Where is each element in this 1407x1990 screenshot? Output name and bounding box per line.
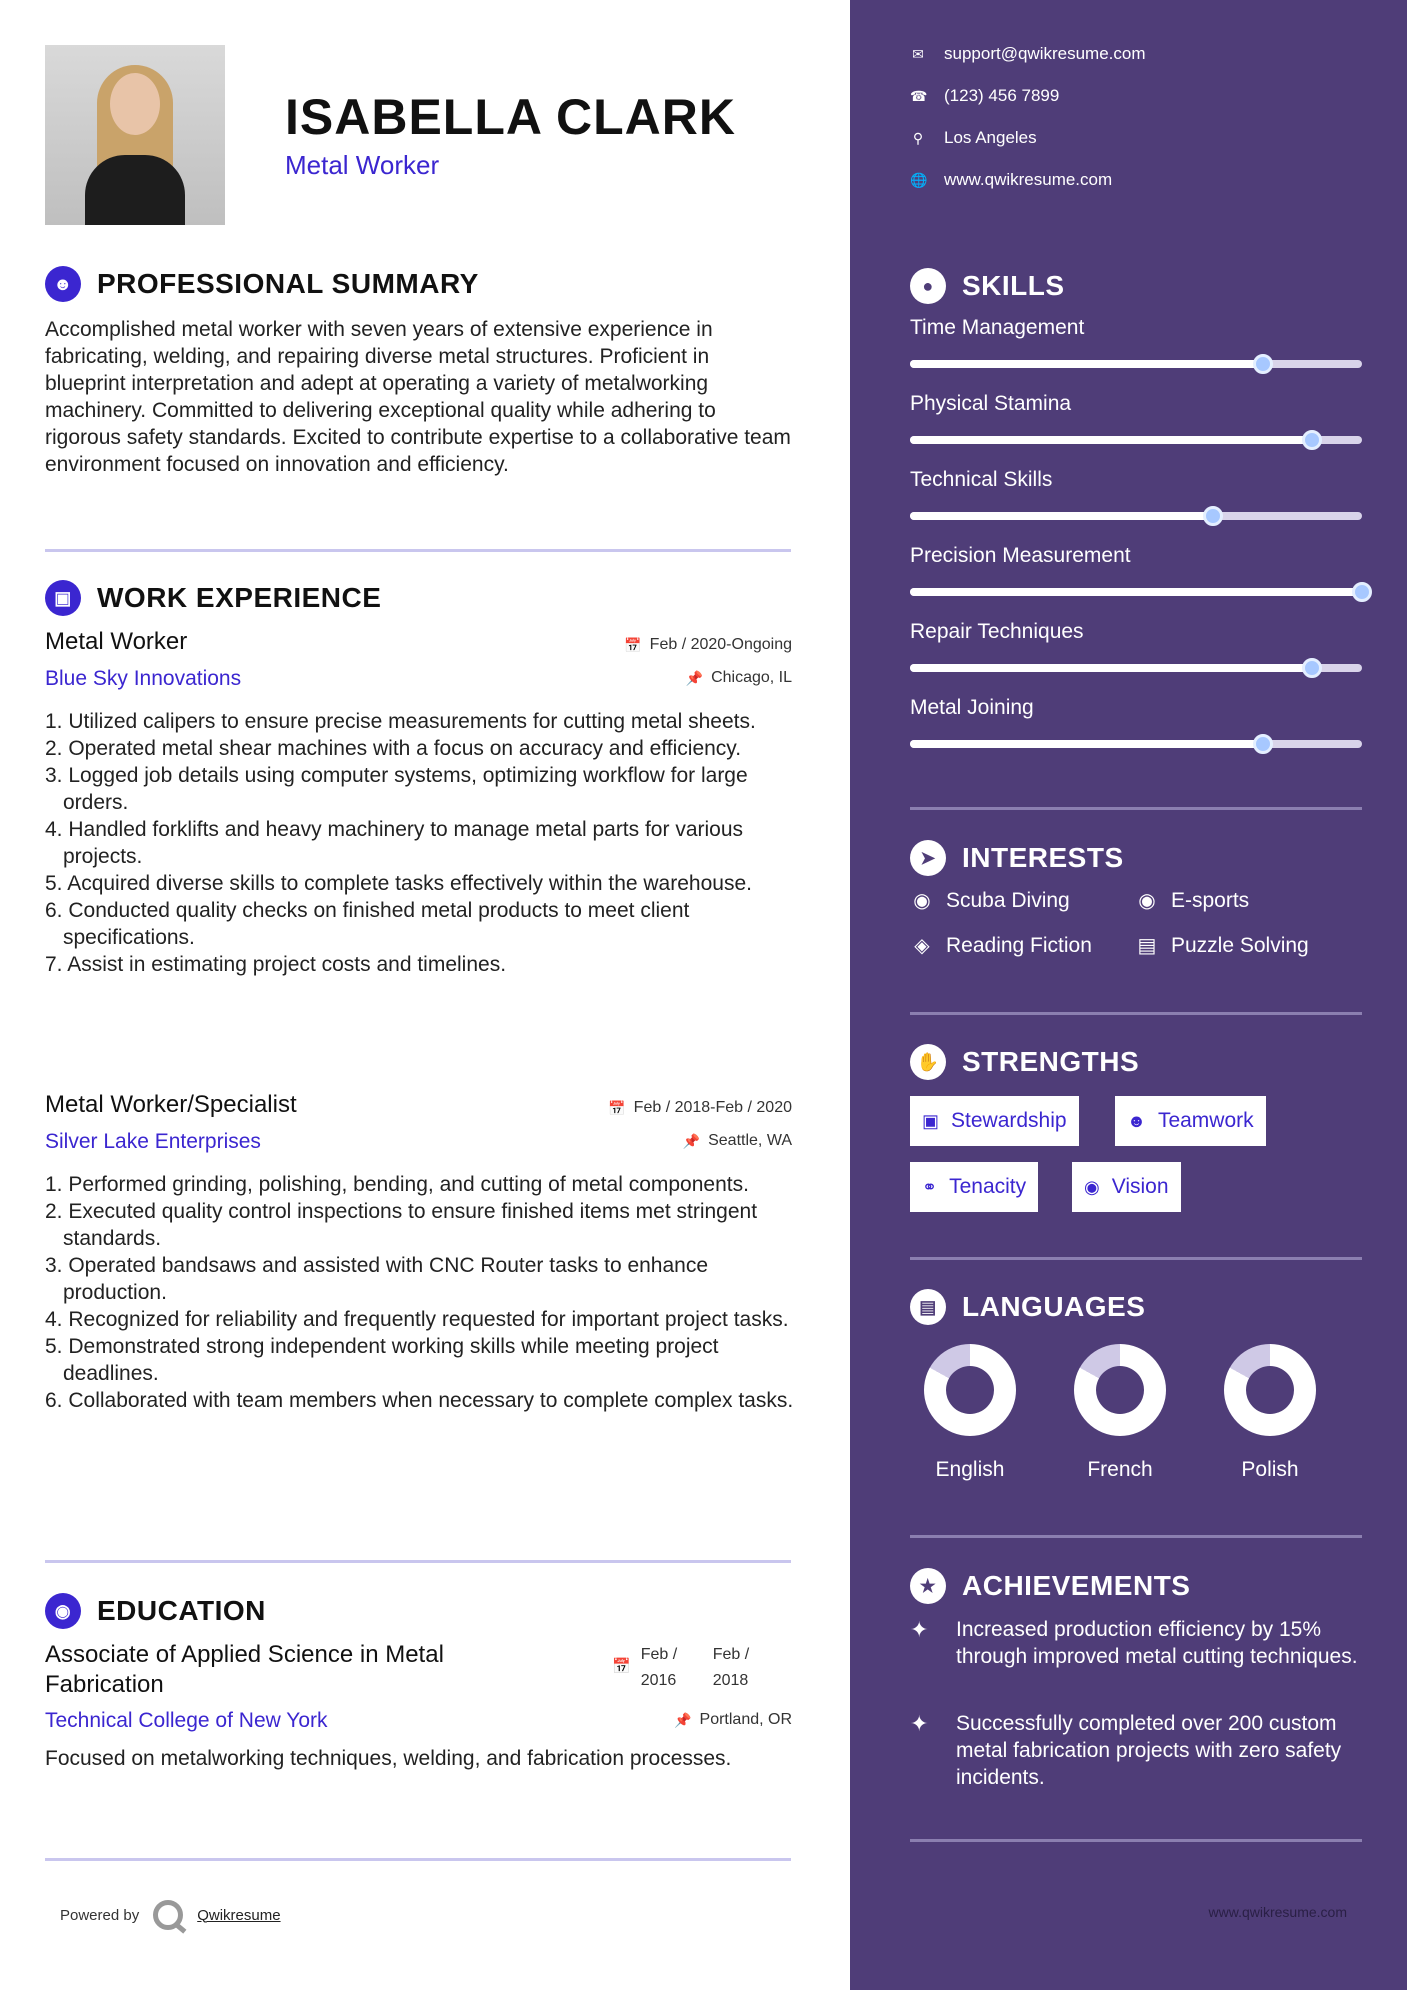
skill-bar xyxy=(910,664,1362,672)
list-item: 3. Logged job details using computer systems, optimizing workflow for large orders. xyxy=(45,764,748,814)
phone-icon: ☎ xyxy=(910,87,928,104)
pin-icon: 📌 xyxy=(682,1132,701,1149)
skill-bar-knob xyxy=(1253,354,1273,374)
job-location-text: Seattle, WA xyxy=(708,1132,792,1149)
interests-heading xyxy=(910,840,1124,876)
skill-name: Physical Stamina xyxy=(910,392,1072,415)
divider xyxy=(910,1535,1362,1538)
list-item: 4. Handled forklifts and heavy machinery to manage metal parts for various projects. xyxy=(45,818,744,868)
stars-icon: ✦ xyxy=(910,1711,929,1736)
life-ring-icon: ◉ xyxy=(1138,890,1156,912)
strength-label: Teamwork xyxy=(1157,1109,1254,1132)
strength-chip xyxy=(910,1096,1079,1146)
skill-name: Metal Joining xyxy=(910,696,1034,719)
language-item xyxy=(910,1344,1030,1482)
strength-chip xyxy=(1115,1096,1266,1146)
achievements-heading-text: ACHIEVEMENTS xyxy=(962,1570,1191,1601)
interest-label: Reading Fiction xyxy=(946,933,1092,957)
skill-bar xyxy=(910,512,1362,520)
candidate-name: ISABELLA CLARK xyxy=(285,89,737,145)
skill-bar-knob xyxy=(1302,430,1322,450)
job-dates xyxy=(624,636,792,654)
list-item: 6. Collaborated with team members when necessary to complete complex tasks. xyxy=(45,1389,794,1412)
skill-bar-fill xyxy=(910,360,1263,368)
experience-heading xyxy=(45,580,381,616)
list-item: 5. Acquired diverse skills to complete tasks effectively within the warehouse. xyxy=(45,872,752,895)
strength-label: Stewardship xyxy=(951,1109,1067,1132)
user-icon: ☻ xyxy=(45,266,81,302)
skill-bar xyxy=(910,740,1362,748)
skill-bar-fill xyxy=(910,436,1312,444)
language-level-ring xyxy=(1074,1344,1166,1436)
interest-item xyxy=(910,933,1092,958)
calendar-icon: 📅 xyxy=(608,1099,626,1116)
globe-icon: 🌐 xyxy=(910,171,928,188)
skill-bar-fill xyxy=(910,588,1362,596)
calendar-icon: 📅 xyxy=(612,1658,631,1675)
candidate-title: Metal Worker xyxy=(285,150,440,180)
strengths-heading xyxy=(910,1044,1139,1080)
skills-heading xyxy=(910,268,1065,304)
skill-bar-fill xyxy=(910,664,1312,672)
powered-by xyxy=(60,1900,281,1930)
job-bullets xyxy=(45,1171,797,1414)
binoculars-icon: ◉ xyxy=(1084,1176,1100,1197)
job-dates xyxy=(608,1099,792,1117)
summary-heading-text: PROFESSIONAL SUMMARY xyxy=(97,268,479,299)
interest-item xyxy=(1135,933,1309,958)
list-item: 4. Recognized for reliability and frequently requested for important project tasks. xyxy=(45,1308,789,1331)
education-description: Focused on metalworking techniques, welding, and fabrication processes. xyxy=(45,1747,732,1770)
language-name: French xyxy=(1087,1458,1153,1481)
envelope-icon: ✉ xyxy=(912,45,924,62)
divider xyxy=(45,549,791,552)
language-level-ring xyxy=(1224,1344,1316,1436)
skill-bar-knob xyxy=(1352,582,1372,602)
sidebar xyxy=(850,0,1407,1990)
language-level-ring xyxy=(924,1344,1016,1436)
education-end: Feb / 2018 xyxy=(712,1646,750,1689)
footer-site[interactable]: www.qwikresume.com xyxy=(1208,1904,1347,1920)
job-title: Metal Worker xyxy=(45,628,188,655)
language-name: Polish xyxy=(1241,1458,1299,1481)
job-location-text: Chicago, IL xyxy=(711,669,792,686)
paper-plane-icon: ➤ xyxy=(910,840,946,876)
briefcase-chair-icon: ▣ xyxy=(45,580,81,616)
divider xyxy=(910,807,1362,810)
strength-label: Vision xyxy=(1111,1175,1169,1198)
calendar-icon: 📅 xyxy=(624,636,642,653)
list-item: 3. Operated bandsaws and assisted with CNC Router tasks to enhance production. xyxy=(45,1254,709,1304)
interest-item xyxy=(910,888,1070,913)
skill-bar xyxy=(910,588,1362,596)
languages-heading xyxy=(910,1289,1145,1325)
education-dates xyxy=(612,1642,775,1694)
stars-icon: ✦ xyxy=(910,1617,929,1642)
divider xyxy=(45,1560,791,1563)
education-location-text: Portland, OR xyxy=(699,1711,792,1728)
gamepad-icon: ◈ xyxy=(914,935,930,957)
language-name: English xyxy=(935,1458,1005,1481)
qwikresume-link[interactable]: Qwikresume xyxy=(197,1906,281,1924)
contact-phone xyxy=(910,86,1059,106)
interest-label: Scuba Diving xyxy=(946,888,1070,912)
skill-bar-fill xyxy=(910,512,1213,520)
graduate-icon: ◉ xyxy=(45,1593,81,1629)
achievement-text: Increased production efficiency by 15% through improved metal cutting techniques. xyxy=(956,1618,1358,1668)
languages-heading-text: LANGUAGES xyxy=(962,1291,1146,1322)
job-company: Blue Sky Innovations xyxy=(45,667,242,690)
pin-icon: 📌 xyxy=(685,669,704,686)
divider xyxy=(910,1839,1362,1842)
job-dates-text: Feb / 2020-Ongoing xyxy=(649,636,792,653)
school-name: Technical College of New York xyxy=(45,1709,328,1732)
contact-website[interactable] xyxy=(910,170,1112,190)
contact-email-text: support@qwikresume.com xyxy=(944,44,1146,63)
achievement-text: Successfully completed over 200 custom metal fabrication projects with zero safety incidents. xyxy=(956,1712,1342,1789)
list-item: 1. Performed grinding, polishing, bending, and cutting of metal components. xyxy=(45,1173,749,1196)
strength-chip xyxy=(910,1162,1038,1212)
job-location xyxy=(683,1132,792,1150)
list-item: 2. Executed quality control inspections to ensure finished items met stringent standards. xyxy=(45,1200,758,1250)
education-location xyxy=(674,1711,792,1729)
briefcase-icon: ▣ xyxy=(922,1110,940,1131)
interests-heading-text: INTERESTS xyxy=(962,842,1124,873)
experience-heading-text: WORK EXPERIENCE xyxy=(97,582,382,613)
list-item: 5. Demonstrated strong independent working skills while meeting project deadlines. xyxy=(45,1335,719,1385)
job-title: Metal Worker/Specialist xyxy=(45,1091,297,1118)
profile-photo xyxy=(45,45,225,225)
fist-icon: ✋ xyxy=(910,1044,946,1080)
pin-icon: 📌 xyxy=(674,1711,692,1728)
users-icon: ☻ xyxy=(1127,1110,1146,1131)
contact-location xyxy=(910,128,1037,148)
powered-by-text: Powered by xyxy=(60,1906,140,1924)
summary-text: Accomplished metal worker with seven years of extensive experience in fabricating, welding, and repairing diverse metal structures. Proficient in blueprint interpretation and adept at operating a variety of metalworking machinery. Committed to delivering exceptional quality while adhering to rigorous safety standards. Excited to contribute expertise to a collaborative team environment focused on innovation and efficiency. xyxy=(45,318,791,476)
strengths-heading-text: STRENGTHS xyxy=(962,1046,1140,1077)
book-icon: ▤ xyxy=(1137,935,1157,957)
job-location xyxy=(686,669,792,687)
job-company: Silver Lake Enterprises xyxy=(45,1130,261,1153)
skill-bar-knob xyxy=(1253,734,1273,754)
skill-bar-knob xyxy=(1302,658,1322,678)
list-item: 1. Utilized calipers to ensure precise measurements for cutting metal sheets. xyxy=(45,710,756,733)
skill-name: Repair Techniques xyxy=(910,620,1084,643)
education-start: Feb / 2016 xyxy=(640,1646,678,1689)
language-item xyxy=(1210,1344,1330,1482)
contact-phone-text: (123) 456 7899 xyxy=(944,86,1060,105)
contact-website-text: www.qwikresume.com xyxy=(944,170,1113,189)
skill-bar-fill xyxy=(910,740,1263,748)
life-ring-icon: ◉ xyxy=(913,890,931,912)
skill-bar-knob xyxy=(1203,506,1223,526)
skill-bar xyxy=(910,360,1362,368)
list-item: 6. Conducted quality checks on finished metal products to meet client specifications. xyxy=(45,899,690,949)
strength-label: Tenacity xyxy=(949,1175,1027,1198)
skill-name: Time Management xyxy=(910,316,1085,339)
job-dates-text: Feb / 2018-Feb / 2020 xyxy=(633,1099,792,1116)
strength-chip xyxy=(1072,1162,1181,1212)
list-item: 2. Operated metal shear machines with a focus on accuracy and efficiency. xyxy=(45,737,742,760)
map-pin-icon: ⚲ xyxy=(912,129,924,146)
summary-heading xyxy=(45,266,479,302)
language-item xyxy=(1060,1344,1180,1482)
education-heading-text: EDUCATION xyxy=(97,1595,266,1626)
achievements-heading xyxy=(910,1568,1190,1604)
contact-location-text: Los Angeles xyxy=(944,128,1037,147)
skills-heading-text: SKILLS xyxy=(962,270,1065,301)
skill-name: Technical Skills xyxy=(910,468,1053,491)
star-badge-icon: ★ xyxy=(910,1568,946,1604)
achievement-item xyxy=(910,1710,1370,1791)
qwikresume-logo-icon xyxy=(153,1900,183,1930)
divider xyxy=(910,1012,1362,1015)
interest-label: E-sports xyxy=(1171,888,1250,912)
education-heading xyxy=(45,1593,266,1629)
degree-title: Associate of Applied Science in Metal Fabrication xyxy=(45,1641,444,1698)
achievement-item xyxy=(910,1616,1370,1670)
interest-item xyxy=(1135,888,1249,913)
language-card-icon: ▤ xyxy=(910,1289,946,1325)
divider xyxy=(45,1858,791,1861)
job-bullets xyxy=(45,708,797,978)
divider xyxy=(910,1257,1362,1260)
interest-label: Puzzle Solving xyxy=(1171,933,1309,957)
lightbulb-icon: ● xyxy=(910,268,946,304)
skill-bar xyxy=(910,436,1362,444)
list-item: 7. Assist in estimating project costs and timelines. xyxy=(45,953,507,976)
contact-email[interactable] xyxy=(910,44,1146,64)
skill-name: Precision Measurement xyxy=(910,544,1131,567)
link-icon: ⚭ xyxy=(922,1176,938,1197)
